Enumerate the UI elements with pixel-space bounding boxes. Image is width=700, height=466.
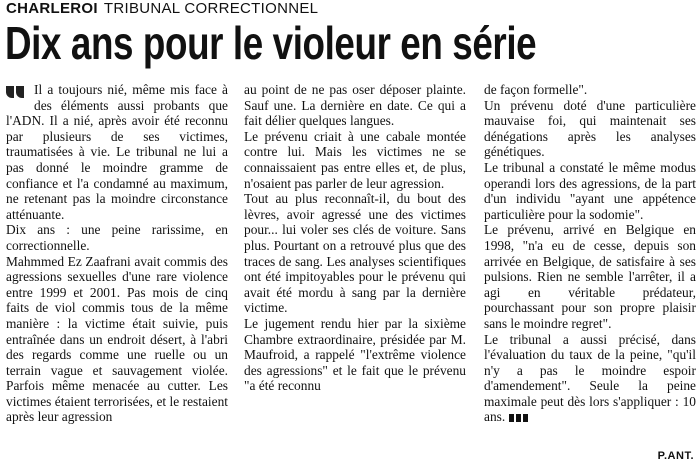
article-column-2 xyxy=(244,82,466,464)
author-signature: P.ANT. xyxy=(657,450,694,462)
final-text: Le tribunal a aussi précisé, dans l'évaluation du taux de la peine, "qu'il n'y a pas le moindre espoir d'amendement". Seule la peine maximale peut dès lors s'appliquer : 10 ans. xyxy=(484,331,696,425)
paragraph: Tout au plus reconnaît-il, du bout des lèvres, avoir agressé une des victimes pour... lui voler ses clés de voiture. Sans plus. Pourtant on a retrouvé plus que des traces de sang. Les analyses scientifiques ont été impitoyables pour le prévenu qui avait été mordu à sang par la dernière victime. xyxy=(244,191,466,316)
paragraph: Il a toujours nié, même mis face à des éléments aussi probants que l'ADN. Il a nié, après avoir été reconnu par plusieurs de ses victimes, traumatisées à vie. Le tribunal ne lui a pas donné le moindre gramme de confiance et l'a condamné au maximum, ne retenant pas la moindre circonstance atténuante. xyxy=(6,82,228,222)
paragraph: de façon formelle". xyxy=(484,82,588,97)
headline: Dix ans pour le violeur en série xyxy=(5,17,537,69)
kicker-city: CHARLEROI xyxy=(6,0,98,17)
paragraph: Le jugement rendu hier par la sixième Chambre extraordinaire, présidée par M. Maufroid, a rappelé "l'extrême violence des agressions" et le fait que le prévenu "a été reconnu xyxy=(244,315,466,394)
paragraph: Mahmmed Ez Zaafrani avait commis des agressions sexuelles d'une rare violence entre 1999 et 2001. Pas mois de cinq faits de viol commis tous de la même manière : la victime était suivie, puis entraînée dans un endroit désert, à l'abri des regards comme une ruelle ou un terrain vague et sauvagement violée. Parfois même menacée au cutter. Les victimes étaient terrorisées, et le restaient après leur agression xyxy=(6,253,228,425)
kicker-section: TRIBUNAL CORRECTIONNEL xyxy=(103,0,319,17)
paragraph: au point de ne pas oser déposer plainte. Sauf une. La dernière en date. Ce qui a fait délier quelques langues. xyxy=(244,82,466,129)
paragraph: Le tribunal a constaté le même modus operandi lors des agressions, de la part d'un individu "ayant une appétence particulière pour la sodomie". xyxy=(484,159,696,222)
paragraph: Le prévenu, arrivé en Belgique en 1998, "n'a eu de cesse, depuis son arrivée en Belgique, de satisfaire à ses pulsions. Rien ne semble l'arrêter, il a agi en véritable prédateur, pourchassant pour son propre plaisir sans le moindre regret". xyxy=(484,222,696,331)
paragraph: Dix ans : une peine rarissime, en correctionnelle. xyxy=(6,222,228,253)
opening-quote-icon xyxy=(6,86,26,104)
article-column-3 xyxy=(484,82,696,464)
kicker xyxy=(6,0,318,18)
end-mark-icon xyxy=(509,414,529,422)
paragraph-final xyxy=(484,332,696,426)
paragraph: Un prévenu doté d'une particulière mauvaise foi, qui maintenait ses dénégations après les analyses génétiques. xyxy=(484,97,696,160)
article-column-1 xyxy=(6,82,228,464)
paragraph: Le prévenu criait à une cabale montée contre lui. Mais les victimes ne se connaissaient pas entre elles et, de plus, n'osaient pas parler de leur agression. xyxy=(244,128,466,191)
